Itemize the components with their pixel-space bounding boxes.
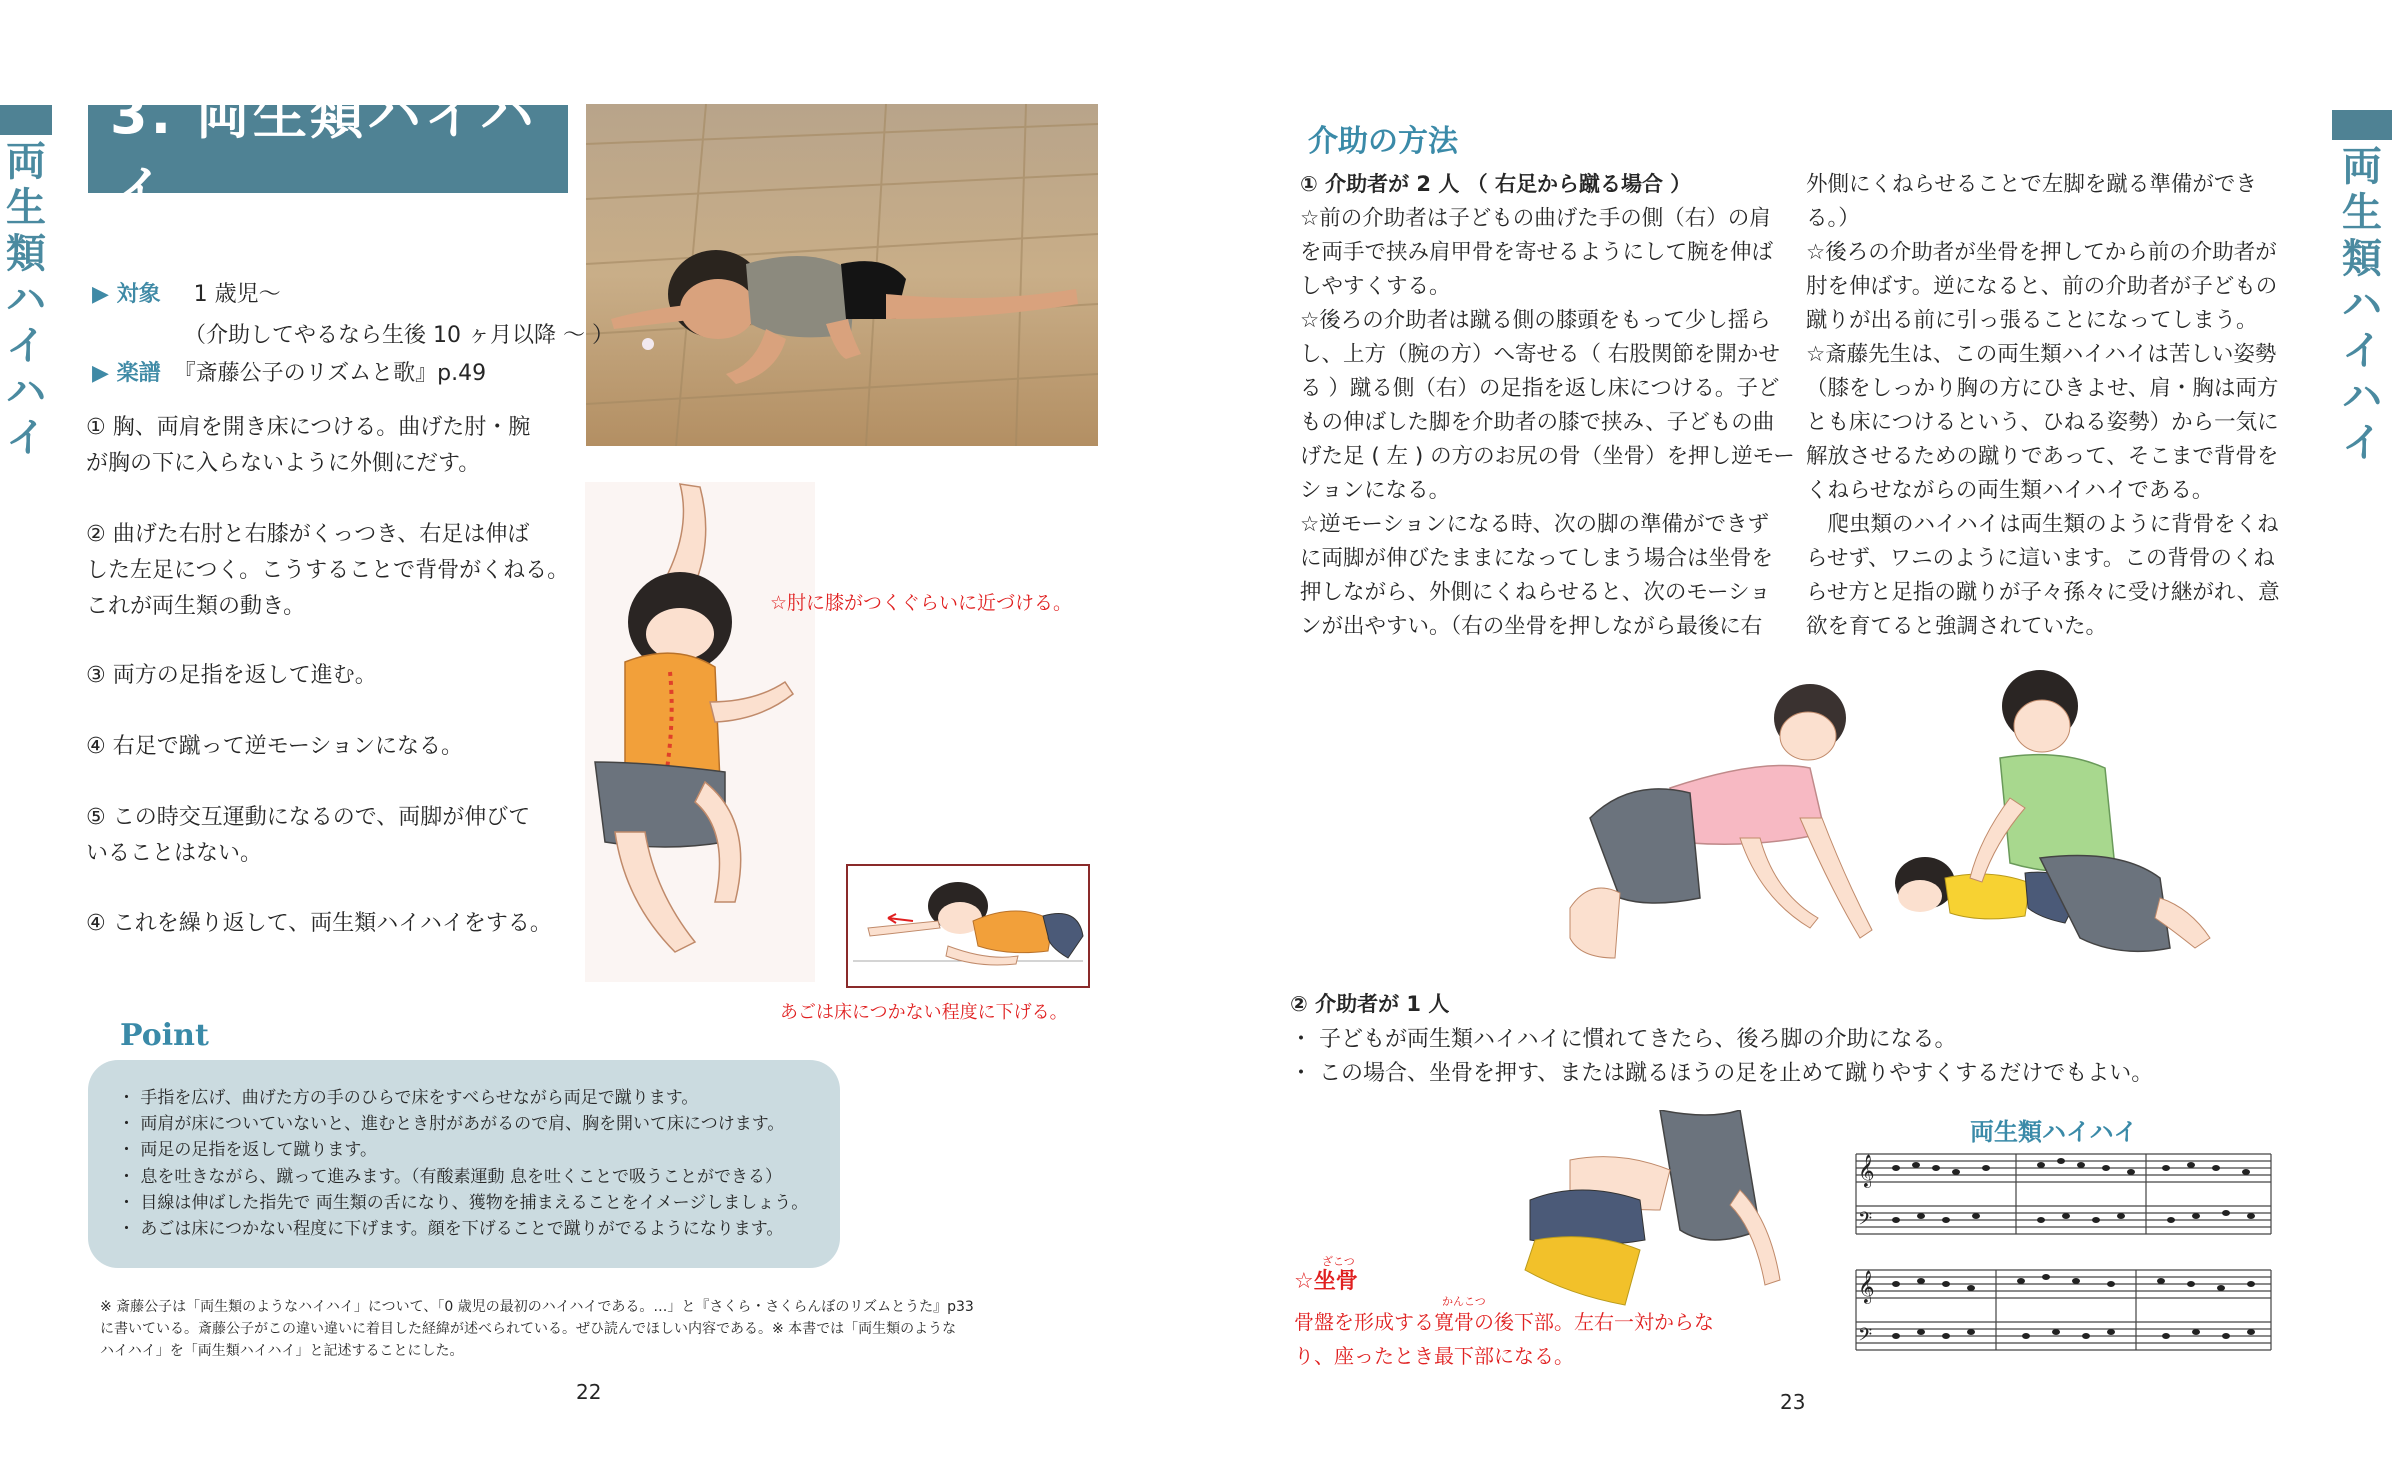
- target-label: 対象: [116, 282, 161, 307]
- col1-line: しやすくする。: [1300, 274, 1451, 299]
- target-value: 1 歳児〜: [193, 282, 281, 307]
- child-side-view-drawing: [848, 866, 1088, 986]
- footnote-line: に書いている。斎藤公子がこの違い違いに着目した経緯が述べられている。ぜひ読んでほしい内容である。※ 本書では「両生類のような: [100, 1321, 957, 1337]
- side-tab-char: イ: [6, 323, 46, 369]
- footnote-line: ハイハイ」を「両生類ハイハイ」と記述することにした。: [100, 1343, 464, 1359]
- svg-text:𝄞: 𝄞: [1858, 1270, 1875, 1303]
- score-label-arrow: ▶: [92, 361, 117, 386]
- page-number-left: 22: [576, 1380, 602, 1404]
- page-title-text: 3. 両生類ハイハイ: [110, 83, 537, 223]
- col1-line: に両脚が伸びたままになってしまう場合は坐骨を: [1300, 546, 1774, 571]
- one-helper-drawing: [1510, 1110, 1790, 1310]
- score-label: 楽譜: [116, 361, 161, 386]
- col2-line: 解放させるための蹴りであって、そこまで背骨を: [1806, 444, 2279, 469]
- caption-elbow-knee: ☆肘に膝がつくぐらいに近づける。: [770, 592, 1073, 614]
- side-tab-char: 類: [2342, 236, 2382, 282]
- page-number-right: 23: [1780, 1390, 1806, 1414]
- step-line: が胸の下に入らないように外側にだす。: [86, 451, 481, 476]
- col2-line: らせ方と足指の蹴りが子々孫々に受け継がれ、意: [1806, 580, 2280, 605]
- zakotsu-ruby: ざこつ: [1322, 1255, 1355, 1268]
- step-line: ⑤ この時交互運動になるので、両脚が伸びて: [86, 805, 531, 830]
- col2-line: る。）: [1806, 206, 1860, 231]
- step-line: ④ 右足で蹴って逆モーションになる。: [86, 734, 463, 759]
- col2-line: 外側にくねらせることで左脚を蹴る準備ができ: [1806, 172, 2257, 197]
- side-tab-bar: [2332, 110, 2392, 140]
- side-tab-char: 両: [6, 139, 46, 185]
- page-title: [88, 83, 568, 223]
- music-title: 両生類ハイハイ: [1970, 1117, 2138, 1146]
- col1-line: ☆逆モーションになる時、次の脚の準備ができず: [1300, 512, 1770, 537]
- step-line: これが両生類の動き。: [86, 594, 306, 619]
- side-tab-right: [2332, 110, 2392, 466]
- col1-line: もの伸ばした脚を介助者の膝で挟み、子どもの曲: [1300, 410, 1775, 435]
- sheet-music-staves: [1846, 1144, 2278, 1360]
- step-line: ③ 両方の足指を返して進む。: [86, 663, 377, 688]
- side-tab-char: ハ: [2342, 374, 2382, 420]
- zakotsu-title: ☆坐骨: [1294, 1269, 1358, 1294]
- col2-line: らせず、ワニのように這います。この背骨のくね: [1806, 546, 2275, 571]
- col1-line: 押しながら、外側にくねらせると、次のモーショ: [1300, 580, 1771, 605]
- side-tab-char: 生: [2342, 190, 2382, 236]
- point-item: ・ 両足の足指を返して蹴ります。: [118, 1140, 378, 1160]
- sub2-line: ・ この場合、坐骨を押す、または蹴るほうの足を止めて蹴りやすくするだけでもよい。: [1290, 1061, 2154, 1086]
- col1-line: る ）蹴る側（右）の足指を返し床につける。子ど: [1300, 376, 1780, 401]
- target-row: [92, 277, 281, 313]
- side-tab-char: ハ: [6, 277, 46, 323]
- svg-text:𝄢: 𝄢: [1858, 1325, 1873, 1350]
- col1-line: ンが出やすい。（右の坐骨を押しながら最後に右: [1300, 614, 1763, 639]
- two-helpers-drawing: [1560, 668, 2220, 968]
- point-item: ・ 両肩が床についていないと、進むとき肘があがるので肩、胸を開いて床につけます。: [118, 1114, 785, 1134]
- side-tab-chars: [2332, 144, 2392, 466]
- assist-subheading-one: ② 介助者が 1 人: [1290, 992, 1450, 1016]
- col2-line: 肘を伸ばす。逆になると、前の介助者が子どもの: [1806, 274, 2278, 299]
- col2-line: 蹴りが出る前に引っ張ることになってしまう。: [1806, 308, 2258, 333]
- col2-line: ☆後ろの介助者が坐骨を押してから前の介助者が: [1806, 240, 2277, 265]
- side-tab-char: ハ: [2342, 282, 2382, 328]
- step-line: ④ これを繰り返して、両生類ハイハイをする。: [86, 911, 552, 936]
- point-heading: Point: [120, 1018, 209, 1053]
- crawling-photo: [586, 104, 1098, 446]
- col2-line: 爬虫類のハイハイは両生類のように背骨をくね: [1806, 512, 2279, 537]
- step-line: いることはない。: [86, 841, 263, 866]
- col1-line: を両手で挟み肩甲骨を寄せるようにして腕を伸ば: [1300, 240, 1774, 265]
- sheet-music: [1846, 1144, 2278, 1360]
- col1-line: し、上方（腕の方）へ寄せる（ 右股関節を開かせ: [1300, 342, 1780, 367]
- svg-text:𝄞: 𝄞: [1858, 1154, 1875, 1187]
- side-tab-bar: [0, 105, 52, 135]
- side-tab-char: 類: [6, 231, 46, 277]
- score-value: 『斎藤公子のリズムと歌』p.49: [173, 361, 487, 386]
- svg-text:𝄢: 𝄢: [1858, 1209, 1873, 1234]
- one-helper-illustration: [1510, 1110, 1790, 1310]
- step-line: ② 曲げた右肘と右膝がくっつき、右足は伸ば: [86, 522, 530, 547]
- col1-line: ☆前の介助者は子どもの曲げた手の側（右）の肩: [1300, 206, 1771, 231]
- col2-line: 欲を育てると強調されていた。: [1806, 614, 2108, 639]
- two-helpers-illustration: [1560, 668, 2220, 968]
- child-illustration: [585, 482, 815, 982]
- point-item: ・ あごは床につかない程度に下げます。顔を下げることで蹴りがでるようになります。: [118, 1219, 784, 1239]
- zakotsu-desc: 骨盤を形成する寛骨の後下部。左右一対からな: [1294, 1310, 1714, 1334]
- caption-chin: あごは床につかない程度に下げる。: [780, 1002, 1068, 1023]
- point-item: ・ 息を吐きながら、蹴って進みます。（有酸素運動 息を吐くことで吸うことができる）: [118, 1167, 782, 1187]
- col2-line: くねらせながらの両生類ハイハイである。: [1806, 478, 2214, 503]
- footnote-line: ※ 斎藤公子は「両生類のようなハイハイ」について、「0 歳児の最初のハイハイである。…」と『さくら・さくらんぼのリズムとうた』p33: [100, 1299, 974, 1315]
- side-tab-chars: [0, 139, 52, 461]
- col1-line: ☆後ろの介助者は蹴る側の膝頭をもって少し揺ら: [1300, 308, 1771, 333]
- side-tab-char: イ: [2342, 420, 2382, 466]
- side-tab-char: イ: [6, 415, 46, 461]
- target-note: （介助してやるなら生後 10 ヶ月以降 〜 ）: [184, 323, 614, 348]
- sub2-line: ・ 子どもが両生類ハイハイに慣れてきたら、後ろ脚の介助になる。: [1290, 1027, 1957, 1052]
- assist-subheading-two: ① 介助者が 2 人 （ 右足から蹴る場合 ）: [1300, 172, 1692, 196]
- kankotsu-ruby: かんこつ: [1442, 1295, 1486, 1308]
- side-tab-left: [0, 105, 52, 461]
- side-tab-char: ハ: [6, 369, 46, 415]
- point-item: ・ 手指を広げ、曲げた方の手のひらで床をすべらせながら両足で蹴ります。: [118, 1088, 699, 1108]
- col2-line: とも床につけるという、ひねる姿勢）から一気に: [1806, 410, 2279, 435]
- child-top-view-drawing: [585, 482, 815, 982]
- target-label-arrow: ▶: [92, 282, 117, 307]
- step-line: ① 胸、両肩を開き床につける。曲げた肘・腕: [86, 415, 531, 440]
- col1-line: げた足 ( 左 ) の方のお尻の骨（坐骨）を押し逆モー: [1300, 444, 1795, 469]
- assist-heading: 介助の方法: [1308, 124, 1458, 159]
- point-item: ・ 目線は伸ばした指先で 両生類の舌になり、獲物を捕まえることをイメージしましょう。: [118, 1193, 809, 1213]
- step-line: した左足につく。こうすることで背骨がくねる。: [86, 558, 570, 583]
- col2-line: （膝をしっかり胸の方にひきよせ、肩・胸は両方: [1806, 376, 2279, 401]
- col2-line: ☆斎藤先生は、この両生類ハイハイは苦しい姿勢: [1806, 342, 2277, 367]
- chin-inset: [846, 864, 1090, 988]
- crawling-photo-image: [586, 104, 1098, 446]
- side-tab-char: 生: [6, 185, 46, 231]
- col1-line: ションになる。: [1300, 478, 1451, 503]
- zakotsu-desc: り、座ったとき最下部になる。: [1294, 1344, 1574, 1368]
- side-tab-char: 両: [2342, 144, 2382, 190]
- score-row: [92, 356, 486, 392]
- side-tab-char: イ: [2342, 328, 2382, 374]
